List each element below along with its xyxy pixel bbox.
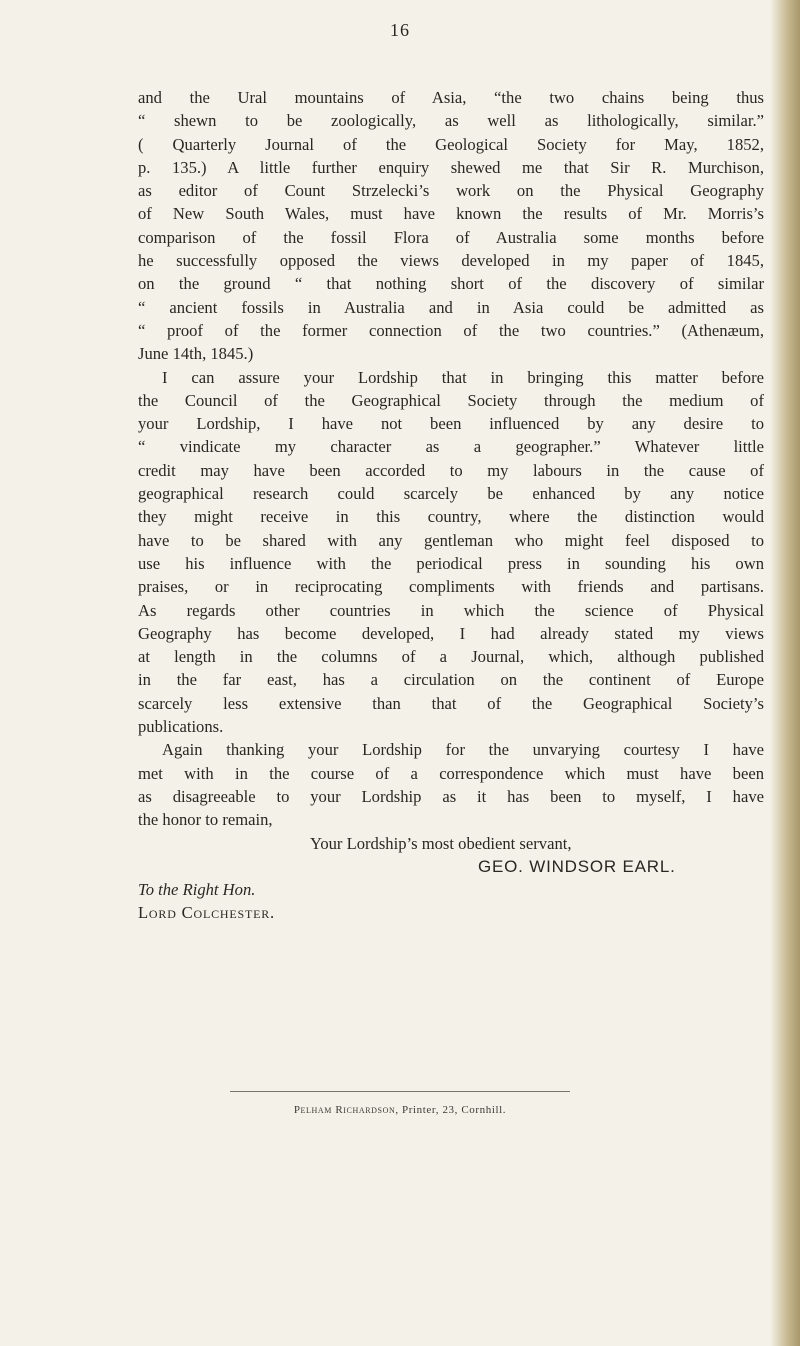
text-line: your Lordship, I have not been influenced by any desire to: [138, 414, 764, 434]
text-line: met with in the course of a correspondence which must have been: [138, 763, 764, 783]
text-line: on the ground “ that nothing short of the discovery of similar: [138, 274, 764, 294]
text-line: the Council of the Geographical Society through the medium of: [138, 390, 764, 410]
text-line: and the Ural mountains of Asia, “the two chains being thus: [138, 88, 764, 107]
text-line: ( Quarterly Journal of the Geological Society for May, 1852,: [138, 134, 764, 154]
text-line: “ ancient fossils in Australia and in Asia could be admitted as: [138, 297, 764, 317]
text-line: have to be shared with any gentleman who might feel disposed to: [138, 530, 764, 550]
text-line: I can assure your Lordship that in bringing this matter before: [162, 367, 764, 387]
printer-name: Pelham Richardson: [293, 1104, 396, 1116]
text-line: praises, or in reciprocating compliments with friends and partisans.: [138, 577, 764, 597]
text-line: “ proof of the former connection of the two countries.” (Athenæum,: [138, 320, 764, 340]
text-line: comparison of the fossil Flora of Australia some months before: [138, 227, 764, 247]
text-line: June 14th, 1845.): [138, 344, 254, 364]
text-line: as editor of Count Strzelecki’s work on the Physical Geography: [138, 181, 764, 201]
signature: GEO. WINDSOR EARL.: [478, 856, 676, 876]
text-line: as disagreeable to your Lordship as it has been to myself, I have: [138, 786, 764, 806]
text-line: credit may have been accorded to my labours in the cause of: [138, 460, 764, 480]
text-line: at length in the columns of a Journal, which, although published: [138, 647, 764, 667]
text-line: “ shewn to be zoologically, as well as lithologically, similar.”: [138, 111, 764, 131]
text-line: in the far east, has a circulation on the continent of Europe: [138, 670, 764, 690]
addressee-line: To the Right Hon.: [138, 880, 256, 900]
text-line: of New South Wales, must have known the results of Mr. Morris’s: [138, 204, 764, 224]
text-line: he successfully opposed the views developed in my paper of 1845,: [138, 251, 764, 271]
text-line: p. 135.) A little further enquiry shewed me that Sir R. Murchison,: [138, 157, 764, 177]
letter-body: [138, 86, 764, 925]
text-line: geographical research could scarcely be enhanced by any notice: [138, 484, 764, 504]
text-line: use his influence with the periodical press in sounding his own: [138, 553, 764, 573]
text-line: “ vindicate my character as a geographer.” Whatever little: [138, 437, 764, 457]
text-line: As regards other countries in which the science of Physical: [138, 600, 764, 620]
text-line: Again thanking your Lordship for the unvarying courtesy I have: [162, 740, 764, 760]
printer-address: , Printer, 23, Cornhill.: [395, 1104, 507, 1116]
footer-rule: [230, 1091, 570, 1092]
page-number: 16: [390, 20, 410, 40]
page-edge-shadow: [770, 0, 800, 1346]
recipient-name: Lord Colchester.: [138, 903, 275, 923]
text-line: Geography has become developed, I had already stated my views: [138, 623, 764, 643]
text-line: scarcely less extensive than that of the Geographical Society’s: [138, 693, 764, 713]
text-line: the honor to remain,: [138, 810, 273, 830]
printer-imprint: [0, 1104, 800, 1116]
text-line: publications.: [138, 717, 224, 737]
complimentary-close: Your Lordship’s most obedient servant,: [310, 833, 572, 853]
text-line: they might receive in this country, where the distinction would: [138, 507, 764, 527]
